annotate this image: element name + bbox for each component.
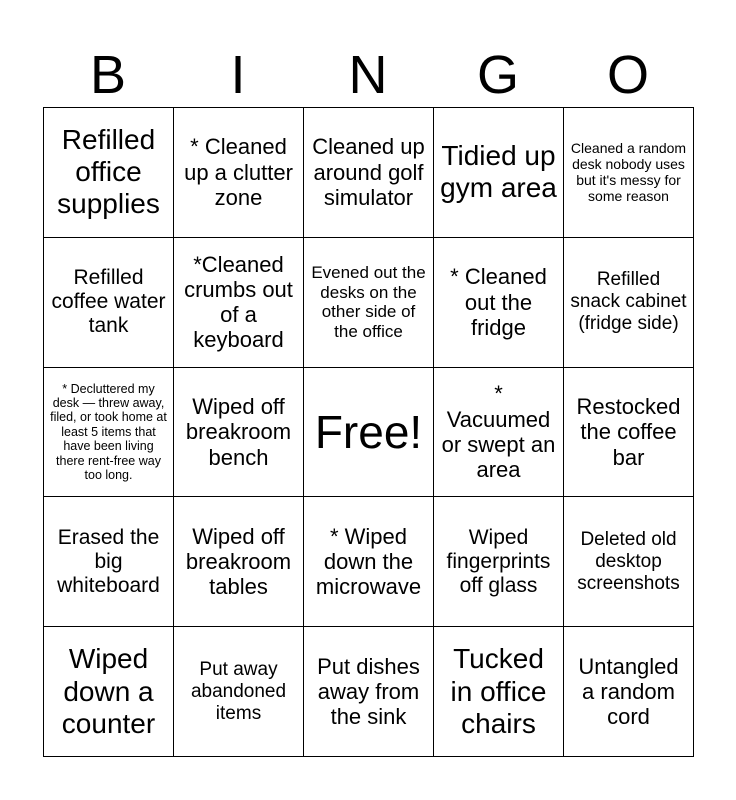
bingo-cell[interactable]: * Cleaned up a clutter zone <box>174 108 304 238</box>
bingo-row <box>44 108 694 238</box>
bingo-cell[interactable]: Refilled office supplies <box>44 108 174 238</box>
bingo-cell[interactable]: * Decluttered my desk — threw away, filed, or took home at least 5 items that have been living there rent-free way too long. <box>44 367 174 497</box>
header-letter-o: O <box>606 45 649 105</box>
bingo-cell[interactable]: * Cleaned out the fridge <box>434 237 564 367</box>
bingo-cell[interactable]: Erased the big whiteboard <box>44 497 174 627</box>
bingo-cell[interactable]: Untangled a random cord <box>564 627 694 757</box>
header-letter-i: I <box>230 45 246 105</box>
bingo-cell[interactable]: Put dishes away from the sink <box>304 627 434 757</box>
bingo-cell[interactable]: Tucked in office chairs <box>434 627 564 757</box>
bingo-cell[interactable]: Wiped down a counter <box>44 627 174 757</box>
bingo-card <box>43 107 694 757</box>
bingo-cell[interactable]: Cleaned up around golf simulator <box>304 108 434 238</box>
bingo-row <box>44 237 694 367</box>
bingo-cell[interactable]: * Vacuumed or swept an area <box>434 367 564 497</box>
header-letter-b: B <box>89 45 127 105</box>
bingo-header <box>43 44 693 106</box>
bingo-cell[interactable]: Wiped off breakroom bench <box>174 367 304 497</box>
bingo-cell[interactable]: Refilled snack cabinet (fridge side) <box>564 237 694 367</box>
free-space-cell[interactable]: Free! <box>304 367 434 497</box>
bingo-cell[interactable]: Cleaned a random desk nobody uses but it's messy for some reason <box>564 108 694 238</box>
bingo-cell[interactable]: Wiped fingerprints off glass <box>434 497 564 627</box>
bingo-cell[interactable]: Evened out the desks on the other side of the office <box>304 237 434 367</box>
bingo-cell[interactable]: Restocked the coffee bar <box>564 367 694 497</box>
bingo-cell[interactable]: Put away abandoned items <box>174 627 304 757</box>
header-letter-g: G <box>476 45 519 105</box>
bingo-cell[interactable]: *Cleaned crumbs out of a keyboard <box>174 237 304 367</box>
bingo-cell[interactable]: Refilled coffee water tank <box>44 237 174 367</box>
bingo-row <box>44 627 694 757</box>
bingo-cell[interactable]: Tidied up gym area <box>434 108 564 238</box>
bingo-cell[interactable]: Deleted old desktop screenshots <box>564 497 694 627</box>
bingo-row <box>44 497 694 627</box>
bingo-cell[interactable]: * Wiped down the microwave <box>304 497 434 627</box>
bingo-row <box>44 367 694 497</box>
header-letter-n: N <box>348 45 388 105</box>
bingo-cell[interactable]: Wiped off breakroom tables <box>174 497 304 627</box>
